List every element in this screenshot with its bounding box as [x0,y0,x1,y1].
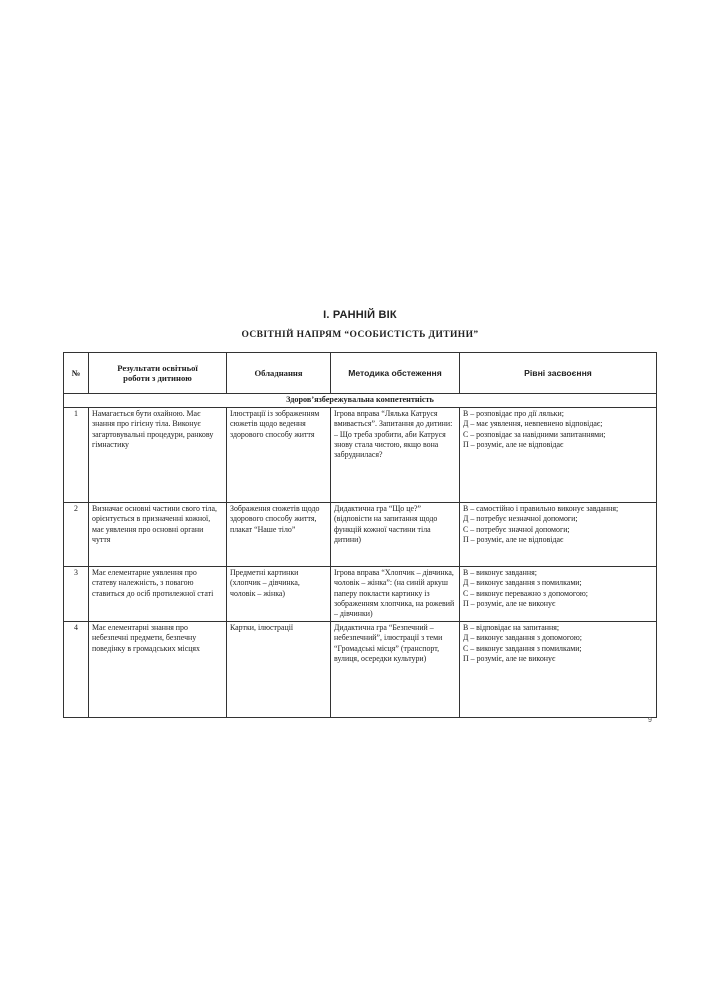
level-item: В – виконує завдання; [463,568,537,578]
row-methods: Дидактична гра “Безпечний – небезпечний”, ілюстрації з теми “Громадські місця” (транспорт, вулиця, осередки культури) [331,622,460,718]
row-num: 4 [64,622,89,718]
level-item: Д – виконує завдання з помилками; [463,578,582,588]
level-item: С – розповідає за навідними запитаннями; [463,429,606,439]
row-methods: Ігрова вправа “Хлопчик – дівчинка, чоловік – жінка”: (на синій аркуш паперу покласти картинку із зображенням хлопчика, на рожевий – дівчинки) [331,567,460,622]
table-row [64,622,657,718]
header-results: Результати освітньої роботи з дитиною [89,353,227,394]
level-item: С – потребує значної допомоги; [463,524,570,534]
level-item: Д – має уявлення, невпевнено відповідає; [463,419,603,429]
header-methods: Методика обстеження [331,353,460,394]
row-results: Має елементарне уявлення про статеву належність, з повагою ставиться до осіб протилежної статі [89,567,227,622]
level-item: П – розуміє, але не виконує [463,653,556,663]
row-results: Визначає основні частини свого тіла, орієнтується в призначенні кожної, має уявлення про основні органи чуття [89,503,227,567]
row-levels [460,503,657,567]
row-equipment: Предметні картинки (хлопчик – дівчинка, чоловік – жінка) [227,567,331,622]
row-equipment: Ілюстрації із зображенням сюжетів щодо ведення здорового способу життя [227,408,331,503]
row-methods: Ігрова вправа “Лялька Катруся вмивається”. Запитання до дитини: – Що треба зробити, аби Катруся знову стала чистою, якщо вона забруднилася? [331,408,460,503]
level-item: С – виконує переважно з допомогою; [463,588,588,598]
direction-title: ОСВІТНІЙ НАПРЯМ “ОСОБИСТІСТЬ ДИТИНИ” [241,330,479,340]
competence-row [64,394,657,408]
row-equipment: Зображення сюжетів щодо здорового способу життя, плакат “Наше тіло” [227,503,331,567]
level-item: В – самостійно і правильно виконує завдання; [463,504,619,514]
table-row [64,503,657,567]
level-item: В – розповідає про дії ляльки; [463,409,564,419]
row-levels [460,622,657,718]
header-levels: Рівні засвоєння [460,353,657,394]
row-num: 2 [64,503,89,567]
competence-title: Здоров’язбережувальна компетентність [64,394,657,408]
level-item: Д – потребує незначної допомоги; [463,514,578,524]
level-item: П – розуміє, але не відповідає [463,439,564,449]
section-title: І. РАННІЙ ВІК [323,309,397,321]
level-item: С – виконує завдання з помилками; [463,643,582,653]
table-row [64,567,657,622]
row-num: 3 [64,567,89,622]
row-equipment: Картки, ілюстрації [227,622,331,718]
header-equipment: Обладнання [227,353,331,394]
level-item: П – розуміє, але не виконує [463,598,556,608]
row-levels [460,408,657,503]
assessment-table [63,352,657,718]
row-results: Намагається бути охайною. Має знання про гігієну тіла. Виконує загартовувальні процедури, ранкову гімнастику [89,408,227,503]
row-levels [460,567,657,622]
row-num: 1 [64,408,89,503]
table-row [64,408,657,503]
table-header-row [64,353,657,394]
page-number: 9 [648,717,652,724]
level-item: П – розуміє, але не відповідає [463,534,564,544]
row-results: Має елементарні знання про небезпечні предмети, безпечну поведінку в громадських місцях [89,622,227,718]
header-num: № [64,353,89,394]
level-item: Д – виконує завдання з допомогою; [463,633,582,643]
level-item: В – відповідає на запитання; [463,623,560,633]
row-methods: Дидактична гра “Що це?” (відповісти на запитання щодо функцій кожної частини тіла дитини) [331,503,460,567]
